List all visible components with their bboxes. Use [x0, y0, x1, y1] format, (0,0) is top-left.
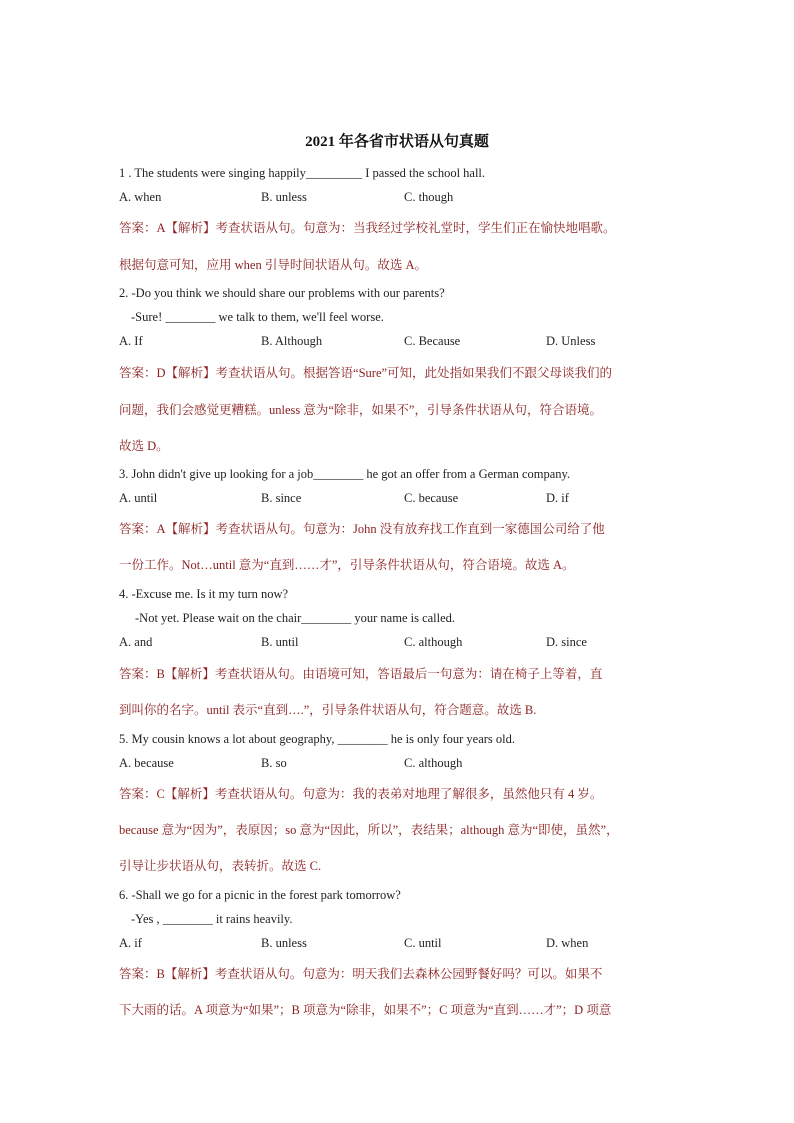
question-5-answer-line-1: 答案：C【解析】考查状语从句。句意为：我的表弟对地理了解很多，虽然他只有 4 岁。	[119, 787, 603, 801]
question-3-option-c: C. because	[404, 491, 459, 505]
question-2-stem: 2. -Do you think we should share our problems with our parents?	[119, 286, 445, 300]
question-4-answer-line-2: 到叫你的名字。until 表示“直到….”，引导条件状语从句，符合题意。故选 B.	[119, 703, 537, 717]
page-title: 2021 年各省市状语从句真题	[305, 134, 489, 150]
question-1-stem: 1 . The students were singing happily_________ I passed the school hall.	[119, 166, 486, 180]
question-3-option-b: B. since	[261, 491, 302, 505]
question-6-option-d: D. when	[546, 936, 589, 950]
question-4-option-d: D. since	[546, 635, 587, 649]
question-5-answer-line-3: 引导让步状语从句，表转折。故选 C.	[119, 859, 322, 873]
question-2-option-c: C. Because	[404, 334, 461, 348]
question-1-option-c: C. though	[404, 190, 454, 204]
question-6-option-b: B. unless	[261, 936, 307, 950]
question-5-option-a: A. because	[119, 756, 174, 770]
question-2-option-d: D. Unless	[546, 334, 596, 348]
question-2-option-a: A. If	[119, 334, 143, 348]
question-6-reply: -Yes , ________ it rains heavily.	[131, 912, 293, 926]
question-1-answer-line-2: 根据句意可知，应用 when 引导时间状语从句。故选 A。	[119, 258, 427, 272]
question-2-answer-line-3: 故选 D。	[119, 439, 169, 453]
question-1-option-a: A. when	[119, 190, 162, 204]
question-4-option-a: A. and	[119, 635, 153, 649]
question-5-stem: 5. My cousin knows a lot about geography, ________ he is only four years old.	[119, 732, 516, 746]
question-2-reply: -Sure! ________ we talk to them, we'll feel worse.	[131, 310, 384, 324]
question-6-answer-line-1: 答案：B【解析】考查状语从句。句意为：明天我们去森林公园野餐好吗？可以。如果不	[119, 967, 603, 981]
question-5-option-b: B. so	[261, 756, 287, 770]
question-6-option-c: C. until	[404, 936, 442, 950]
question-5-option-c: C. although	[404, 756, 463, 770]
question-1-option-b: B. unless	[261, 190, 307, 204]
question-4-answer-line-1: 答案：B【解析】考查状语从句。由语境可知，答语最后一句意为：请在椅子上等着，直	[119, 667, 603, 681]
question-6-answer-line-2: 下大雨的话。A 项意为“如果”；B 项意为“除非，如果不”；C 项意为“直到……才”；D 项意	[119, 1003, 612, 1017]
question-3-answer-line-1: 答案：A【解析】考查状语从句。句意为：John 没有放弃找工作直到一家德国公司给了他	[119, 522, 605, 536]
question-4-stem: 4. -Excuse me. Is it my turn now?	[119, 587, 289, 601]
question-5-answer-line-2: because 意为“因为”，表原因；so 意为“因此，所以”，表结果；although 意为“即使，虽然”，	[119, 823, 619, 837]
question-3-option-d: D. if	[546, 491, 569, 505]
question-4-option-b: B. until	[261, 635, 299, 649]
question-3-answer-line-2: 一份工作。Not…until 意为“直到……才”，引导条件状语从句，符合语境。故选 A。	[119, 558, 575, 572]
question-1-answer-line-1: 答案：A【解析】考查状语从句。句意为：当我经过学校礼堂时，学生们正在愉快地唱歌。	[119, 221, 616, 235]
question-2-answer-line-2: 问题，我们会感觉更糟糕。unless 意为“除非，如果不”，引导条件状语从句，符合语境。	[119, 403, 602, 417]
question-4-option-c: C. although	[404, 635, 463, 649]
question-6-option-a: A. if	[119, 936, 142, 950]
question-3-stem: 3. John didn't give up looking for a job________ he got an offer from a German company.	[119, 467, 571, 481]
question-6-stem: 6. -Shall we go for a picnic in the forest park tomorrow?	[119, 888, 401, 902]
question-2-answer-line-1: 答案：D【解析】考查状语从句。根据答语“Sure”可知，此处指如果我们不跟父母谈我们的	[119, 366, 613, 380]
question-2-option-b: B. Although	[261, 334, 323, 348]
question-3-option-a: A. until	[119, 491, 158, 505]
question-4-reply: -Not yet. Please wait on the chair________ your name is called.	[135, 611, 456, 625]
